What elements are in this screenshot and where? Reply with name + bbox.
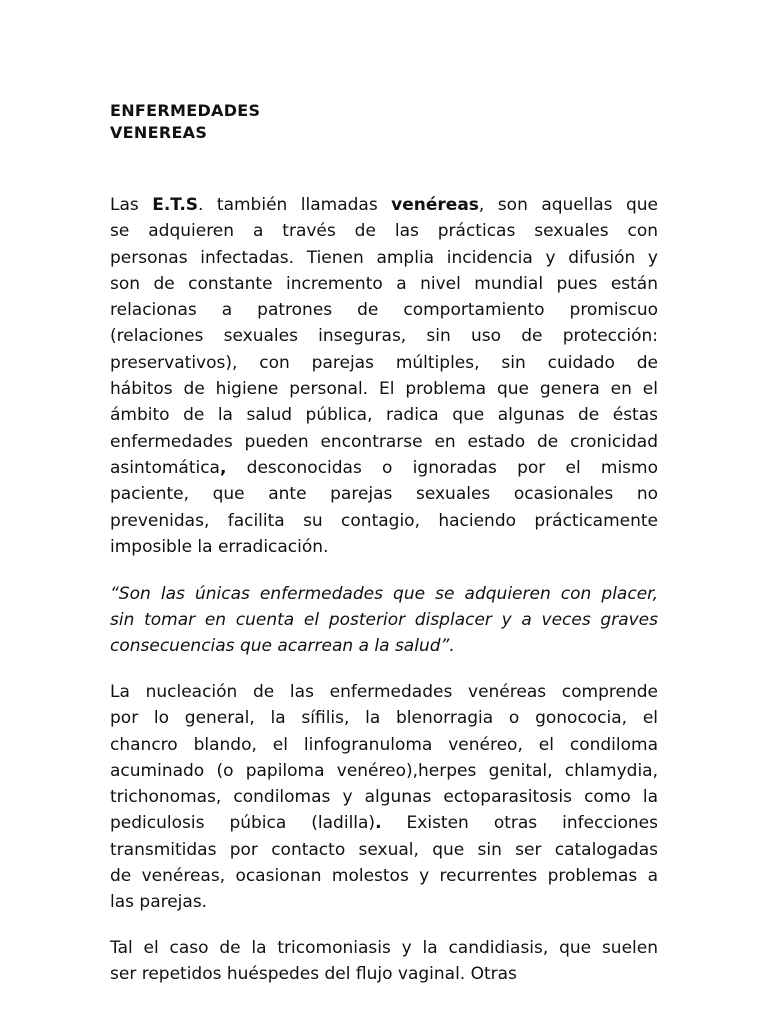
text-line	[110, 961, 658, 987]
text-run: . también llamadas	[198, 195, 392, 215]
text-line	[110, 935, 658, 961]
text-run: Las	[110, 195, 153, 215]
text-line	[110, 889, 658, 915]
text-run: de venéreas, ocasionan molestos y recurrentes problemas a	[110, 866, 658, 887]
text-run: Existen otras infecciones	[381, 813, 658, 834]
text-line	[110, 429, 658, 455]
text-run: acuminado (o papiloma venéreo),herpes genital, chlamydia,	[110, 760, 658, 781]
text-run: por lo general, la sífilis, la blenorragia o gonococia, el	[110, 708, 658, 729]
text-run: desconocidas o ignoradas por el mismo	[226, 457, 658, 478]
text-run: preservativos), con parejas múltiples, sin cuidado de	[110, 352, 658, 373]
paragraph-intro	[110, 192, 658, 560]
text-run: enfermedades pueden encontrarse en estado de cronicidad	[110, 431, 658, 452]
text-line	[110, 192, 658, 218]
document-title	[110, 100, 260, 144]
paragraph-quote	[110, 582, 658, 659]
text-run: consecuencias que acarrean a la salud”.	[110, 635, 455, 656]
text-run: ser repetidos huéspedes del flujo vaginal. Otras	[110, 964, 517, 985]
text-line	[110, 837, 658, 863]
text-run: chancro blando, el linfogranuloma venéreo, el condiloma	[110, 734, 658, 755]
text-run: transmitidas por contacto sexual, que sin ser catalogadas	[110, 839, 658, 860]
bold-text-run: .	[375, 813, 382, 834]
text-line	[110, 508, 658, 534]
paragraph-diseases	[110, 679, 658, 916]
text-line	[110, 218, 658, 244]
text-line	[110, 810, 658, 836]
text-line	[110, 297, 658, 323]
text-run: relacionas a patrones de comportamiento promiscuo	[110, 300, 658, 321]
text-run: La nucleación de las enfermedades venéreas comprende	[110, 682, 658, 702]
text-line	[110, 732, 658, 758]
text-line	[110, 271, 658, 297]
text-line	[110, 350, 658, 376]
bold-text-run: ,	[219, 457, 227, 478]
text-line	[110, 455, 658, 481]
text-line	[110, 481, 658, 507]
text-run: , son aquellas que	[478, 195, 658, 215]
text-run: Tal el caso de la tricomoniasis y la candidiasis, que suelen	[110, 938, 658, 958]
text-line	[110, 705, 658, 731]
bold-text-run: venéreas	[391, 195, 479, 215]
text-run: sin tomar en cuenta el posterior displacer y a veces graves	[110, 609, 658, 630]
text-run: ámbito de la salud pública, radica que algunas de éstas	[110, 405, 658, 426]
text-line	[110, 758, 658, 784]
text-run: trichonomas, condilomas y algunas ectoparasitosis como la	[110, 787, 658, 808]
text-run: imposible la erradicación.	[110, 536, 329, 557]
text-line	[110, 245, 658, 271]
bold-text-run: E.T.S	[152, 195, 199, 215]
text-line	[110, 784, 658, 810]
text-line	[110, 402, 658, 428]
paragraph-examples	[110, 935, 658, 988]
title-line-2: VENEREAS	[110, 123, 208, 142]
text-run: son de constante incremento a nivel mundial pues están	[110, 273, 658, 294]
text-line	[110, 679, 658, 705]
text-line	[110, 376, 658, 402]
text-run: (relaciones sexuales inseguras, sin uso de protección:	[110, 326, 658, 347]
text-line	[110, 634, 658, 660]
text-run: personas infectadas. Tienen amplia incidencia y difusión y	[110, 247, 658, 268]
text-run: hábitos de higiene personal. El problema que genera en el	[110, 379, 658, 400]
text-run: las parejas.	[110, 892, 208, 913]
text-run: “Son las únicas enfermedades que se adquieren con placer,	[110, 584, 658, 604]
text-line	[110, 863, 658, 889]
text-line	[110, 608, 658, 634]
text-line	[110, 534, 658, 560]
text-run: prevenidas, facilita su contagio, haciendo prácticamente	[110, 510, 658, 531]
text-run: asintomática	[110, 457, 220, 478]
text-run: se adquieren a través de las prácticas sexuales con	[110, 221, 658, 242]
text-run: paciente, que ante parejas sexuales ocasionales no	[110, 484, 658, 505]
text-run: pediculosis púbica (ladilla)	[110, 813, 376, 834]
text-line	[110, 582, 658, 608]
title-line-1: ENFERMEDADES	[110, 101, 261, 120]
text-line	[110, 323, 658, 349]
